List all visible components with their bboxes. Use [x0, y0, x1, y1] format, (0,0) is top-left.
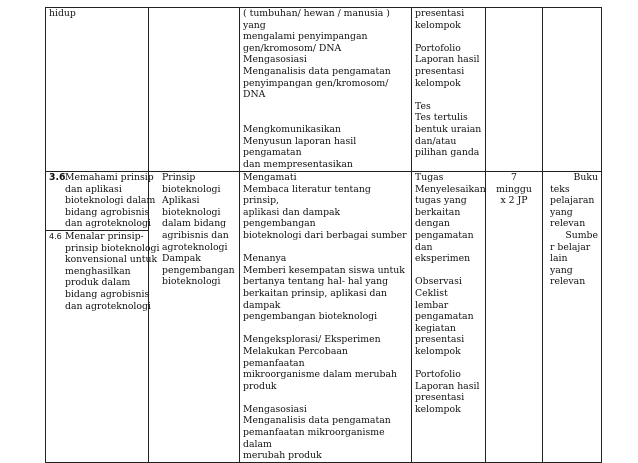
cell-line: kelompok [415, 19, 461, 31]
cell-line: bioteknologi dari berbagai sumber [243, 229, 407, 241]
table-row [46, 8, 602, 172]
cell-line: bioteknologi [162, 183, 221, 195]
cell-line: bidang agrobisnis [65, 206, 150, 218]
materi-text [162, 195, 229, 253]
cell-line: Tes tertulis [415, 112, 468, 124]
cell-line: kegiatan [415, 322, 456, 334]
materi-item [152, 253, 236, 288]
cell-line [243, 112, 408, 124]
cell-line: penyimpangan gen/kromosom/ DNA [243, 77, 389, 101]
cell-line: merubah produk [243, 450, 322, 462]
penilaian-cell [412, 172, 486, 463]
cell-line: Tugas [415, 172, 444, 183]
bullet-box-icon [546, 172, 558, 184]
cell-line: menghasilkan [65, 265, 131, 277]
cell-line: pengamatan [415, 229, 474, 241]
cell-line [243, 323, 408, 335]
penilaian-cell [412, 8, 486, 172]
cell-line [243, 392, 408, 404]
cell-line: aplikasi dan dampak pengembangan [243, 206, 341, 230]
cell-line: pemanfaatan mikroorganisme dalam [243, 427, 385, 450]
cell-line: yang relevan [550, 264, 586, 288]
waktu-cell [486, 172, 543, 463]
materi-item [152, 195, 236, 253]
cell-line: produk dalam [65, 277, 131, 289]
cell-line: dengan [415, 218, 450, 230]
cell-line: r belajar lain [550, 241, 591, 265]
cell-line: bertanya tentang hal- hal yang [243, 276, 389, 288]
cell-line: Menganalisis data pengamatan [243, 65, 391, 77]
cell-line: Aplikasi [162, 195, 200, 207]
cell-line: Dampak [162, 253, 201, 265]
cell-line: Mengkomunikasikan [243, 123, 342, 135]
cell-line: kelompok [415, 345, 461, 357]
cell-line: Laporan hasil [415, 54, 480, 66]
cell-line: pilihan ganda [415, 147, 480, 159]
cell-line: dan aplikasi [65, 183, 122, 195]
cell-line: ( tumbuhan/ hewan / manusia ) yang [243, 8, 390, 31]
materi-item [152, 172, 236, 195]
cell-line [415, 358, 482, 370]
cell-line: kelompok [415, 77, 461, 89]
cell-line: teks [550, 183, 570, 195]
kd-item-2 [46, 230, 160, 312]
cell-line: Memahami prinsip [65, 172, 154, 183]
cell-line: agroteknologi [162, 241, 228, 253]
cell-line [415, 89, 482, 101]
cell-line: Portofolio [415, 42, 461, 54]
cell-line [415, 31, 482, 43]
cell-line: Mengasosiasi [243, 54, 307, 66]
cell-line: presentasi [415, 8, 465, 19]
cell-line: Melakukan Percobaan pemanfaatan [243, 345, 348, 369]
cell-line: dan agroteknologi [65, 218, 151, 230]
cell-line: pengembangan [162, 264, 235, 276]
cell-line: Observasi [415, 276, 462, 288]
cell-line: bidang agrobisnis [65, 288, 150, 300]
kd-cell [46, 8, 149, 172]
materi-cell [149, 172, 240, 463]
cell-line: bioteknologi [162, 206, 221, 218]
kd-cell [46, 172, 160, 463]
cell-line: Memberi kesempatan siswa untuk [243, 264, 405, 276]
cell-line: Mengeksplorasi/ Eksperimen [243, 334, 381, 346]
cell-line: x 2 JP [500, 195, 528, 207]
cell-line: Laporan hasil [415, 380, 480, 392]
cell-line: Mengasosiasi [243, 403, 307, 415]
cell-line: presentasi [415, 334, 465, 346]
materi-text [162, 172, 220, 195]
materi-cell [149, 8, 240, 172]
cell-line: Portofolio [415, 369, 461, 381]
cell-line: bioteknologi dalam [65, 195, 156, 207]
cell-line: pengembangan bioteknologi [243, 311, 378, 323]
cell-line: prinsip bioteknologi [65, 242, 160, 254]
cell-line: Membaca literatur tentang prinsip, [243, 183, 371, 207]
cell-line: bentuk uraian [415, 123, 482, 135]
cell-line: dan mempresentasikan [243, 158, 353, 170]
cell-line: tugas yang [415, 195, 467, 207]
cell-line: pengamatan [415, 311, 474, 323]
cell-line: dan eksperimen [415, 241, 471, 265]
kd-number: 3.6 [49, 172, 66, 183]
cell-line: Sumbe [565, 229, 598, 241]
sumber-item [546, 230, 598, 288]
kd-text [65, 231, 159, 312]
cell-line: Menganalisis data pengamatan [243, 415, 391, 427]
cell-line [243, 101, 408, 113]
cell-line [415, 265, 482, 277]
cell-line: Mengamati [243, 172, 297, 183]
waktu-cell [486, 8, 543, 172]
bullet-box-icon [152, 195, 162, 253]
cell-line: Ceklist lembar [415, 287, 449, 311]
cell-line: Tes [415, 100, 431, 112]
kegiatan-cell [240, 172, 412, 463]
sumber-cell [543, 8, 602, 172]
syllabus-table [45, 7, 602, 463]
cell-line: pelajaran [550, 195, 595, 207]
cell-line [243, 242, 408, 254]
cell-line: berkaitan [415, 206, 461, 218]
cell-line: Menalar prinsip- [65, 230, 144, 242]
cell-line: hidup [49, 8, 76, 19]
kd-item-1 [49, 172, 156, 230]
cell-line: presentasi [415, 65, 465, 77]
bullet-box-icon [546, 230, 558, 242]
cell-line: mikroorganisme dalam merubah produk [243, 369, 398, 392]
bullet-box-icon [152, 253, 162, 288]
sumber-item [546, 172, 598, 230]
bullet-box-icon [152, 172, 162, 195]
cell-line: dalam bidang [162, 218, 227, 230]
sumber-cell [543, 172, 602, 463]
cell-line: Menyelesaikan [415, 183, 486, 195]
cell-line: gen/kromosom/ DNA [243, 42, 342, 54]
cell-line: mengalami penyimpangan [243, 31, 368, 43]
cell-line: minggu [496, 183, 532, 195]
cell-line: agribisnis dan [162, 229, 229, 241]
cell-line: presentasi [415, 392, 465, 404]
materi-text [162, 253, 235, 288]
kegiatan-cell [240, 8, 412, 172]
kd-number: 4.6 [49, 231, 62, 241]
cell-line: Prinsip [162, 172, 196, 183]
cell-line: 7 [511, 172, 517, 183]
cell-line: berkaitan prinsip, aplikasi dan dampak [243, 287, 388, 311]
cell-line: yang relevan [550, 206, 586, 230]
cell-line: Menyusun laporan hasil pengamatan [243, 135, 357, 159]
cell-line: bioteknologi [162, 276, 221, 288]
kd-text [65, 172, 155, 230]
cell-line: dan/atau [415, 135, 457, 147]
cell-line: dan agroteknologi [65, 300, 151, 312]
table-row [46, 172, 602, 463]
cell-line: Menanya [243, 253, 287, 265]
cell-line: konvensional untuk [65, 254, 158, 266]
cell-line: Buku [573, 172, 598, 183]
cell-line: kelompok [415, 403, 461, 415]
